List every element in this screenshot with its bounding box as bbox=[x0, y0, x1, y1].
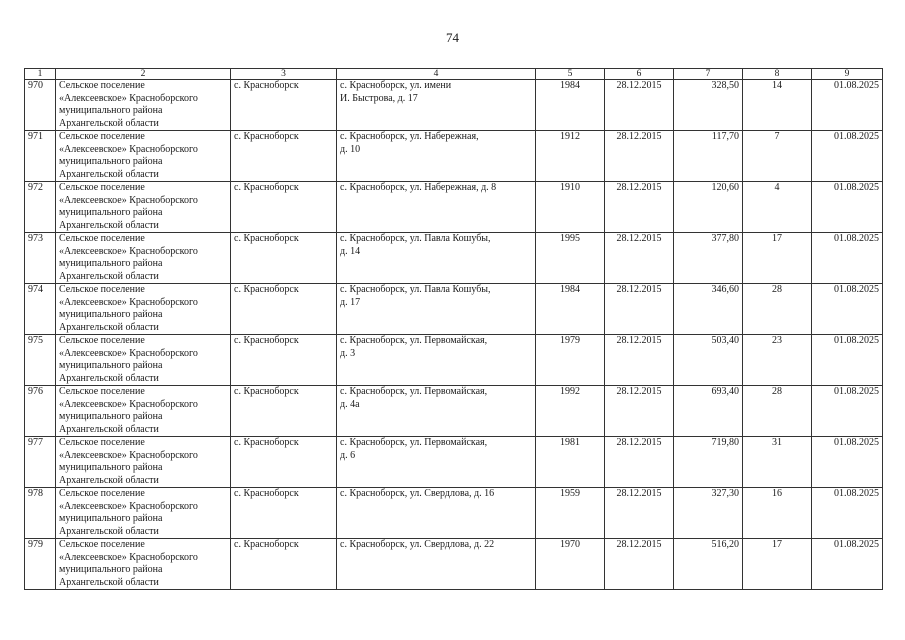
cell-line: Архангельской области bbox=[59, 423, 159, 435]
municipality-cell bbox=[56, 80, 231, 131]
area-cell: 719,80 bbox=[674, 437, 743, 488]
cell-line: д. 10 bbox=[340, 143, 361, 155]
area-cell: 120,60 bbox=[674, 182, 743, 233]
cell-line: муниципального района bbox=[59, 105, 163, 116]
settlement-cell: с. Красноборск bbox=[231, 284, 337, 335]
column-header-1: 1 bbox=[25, 69, 56, 80]
date-cell: 28.12.2015 bbox=[605, 182, 674, 233]
cell-line: Сельское поселение bbox=[59, 488, 145, 499]
column-header-8: 8 bbox=[743, 69, 812, 80]
cell-line: «Алексеевское» Красноборского bbox=[59, 449, 198, 461]
cell-line: с. Красноборск, ул. Набережная, bbox=[340, 131, 479, 142]
cell-line: «Алексеевское» Красноборского bbox=[59, 143, 198, 155]
cell-line: «Алексеевское» Красноборского bbox=[59, 245, 198, 257]
table-row bbox=[25, 335, 883, 386]
date-cell: 28.12.2015 bbox=[605, 131, 674, 182]
municipality-cell bbox=[56, 335, 231, 386]
area-cell: 377,80 bbox=[674, 233, 743, 284]
cell-line: с. Красноборск, ул. Павла Кошубы, bbox=[340, 233, 491, 244]
area-cell: 117,70 bbox=[674, 131, 743, 182]
row-number: 971 bbox=[25, 131, 56, 182]
deadline-cell: 01.08.2025 bbox=[812, 80, 883, 131]
cell-line: с. Красноборск, ул. Первомайская, bbox=[340, 437, 488, 448]
cell-line: с. Красноборск, ул. Павла Кошубы, bbox=[340, 284, 491, 295]
address-cell bbox=[337, 233, 536, 284]
table-body bbox=[25, 80, 883, 590]
count-cell: 23 bbox=[743, 335, 812, 386]
table-row bbox=[25, 80, 883, 131]
address-cell bbox=[337, 131, 536, 182]
cell-line: Архангельской области bbox=[59, 525, 159, 537]
cell-line: муниципального района bbox=[59, 309, 163, 320]
table-row bbox=[25, 182, 883, 233]
cell-line: «Алексеевское» Красноборского bbox=[59, 347, 198, 359]
column-header-4: 4 bbox=[337, 69, 536, 80]
column-header-5: 5 bbox=[536, 69, 605, 80]
cell-line: Сельское поселение bbox=[59, 437, 145, 448]
row-number: 977 bbox=[25, 437, 56, 488]
cell-line: с. Красноборск, ул. Свердлова, д. 16 bbox=[340, 488, 495, 499]
cell-line: с. Красноборск, ул. Первомайская, bbox=[340, 386, 488, 397]
cell-line: с. Красноборск, ул. Первомайская, bbox=[340, 335, 488, 346]
year-cell: 1984 bbox=[536, 80, 605, 131]
column-header-7: 7 bbox=[674, 69, 743, 80]
cell-line: «Алексеевское» Красноборского bbox=[59, 296, 198, 308]
deadline-cell: 01.08.2025 bbox=[812, 131, 883, 182]
settlement-cell: с. Красноборск bbox=[231, 488, 337, 539]
deadline-cell: 01.08.2025 bbox=[812, 233, 883, 284]
count-cell: 4 bbox=[743, 182, 812, 233]
cell-line: Сельское поселение bbox=[59, 539, 145, 550]
area-cell: 327,30 bbox=[674, 488, 743, 539]
date-cell: 28.12.2015 bbox=[605, 437, 674, 488]
cell-line: Архангельской области bbox=[59, 270, 159, 282]
settlement-cell: с. Красноборск bbox=[231, 437, 337, 488]
year-cell: 1984 bbox=[536, 284, 605, 335]
table-header bbox=[25, 69, 883, 80]
deadline-cell: 01.08.2025 bbox=[812, 182, 883, 233]
area-cell: 503,40 bbox=[674, 335, 743, 386]
row-number: 970 bbox=[25, 80, 56, 131]
cell-line: муниципального района bbox=[59, 207, 163, 218]
row-number: 973 bbox=[25, 233, 56, 284]
cell-line: муниципального района bbox=[59, 156, 163, 167]
cell-line: Архангельской области bbox=[59, 321, 159, 333]
deadline-cell: 01.08.2025 bbox=[812, 386, 883, 437]
column-header-9: 9 bbox=[812, 69, 883, 80]
cell-line: «Алексеевское» Красноборского bbox=[59, 92, 198, 104]
count-cell: 28 bbox=[743, 386, 812, 437]
address-cell bbox=[337, 182, 536, 233]
area-cell: 516,20 bbox=[674, 539, 743, 590]
cell-line: с. Красноборск, ул. имени bbox=[340, 80, 452, 91]
cell-line: д. 17 bbox=[340, 296, 361, 308]
year-cell: 1979 bbox=[536, 335, 605, 386]
table-row bbox=[25, 437, 883, 488]
cell-line: муниципального района bbox=[59, 462, 163, 473]
area-cell: 346,60 bbox=[674, 284, 743, 335]
cell-line: Сельское поселение bbox=[59, 131, 145, 142]
table-row bbox=[25, 233, 883, 284]
table-row bbox=[25, 284, 883, 335]
year-cell: 1959 bbox=[536, 488, 605, 539]
year-cell: 1981 bbox=[536, 437, 605, 488]
deadline-cell: 01.08.2025 bbox=[812, 539, 883, 590]
municipality-cell bbox=[56, 284, 231, 335]
settlement-cell: с. Красноборск bbox=[231, 335, 337, 386]
table-row bbox=[25, 131, 883, 182]
year-cell: 1910 bbox=[536, 182, 605, 233]
date-cell: 28.12.2015 bbox=[605, 284, 674, 335]
cell-line: Архангельской области bbox=[59, 474, 159, 486]
row-number: 976 bbox=[25, 386, 56, 437]
cell-line: «Алексеевское» Красноборского bbox=[59, 194, 198, 206]
year-cell: 1970 bbox=[536, 539, 605, 590]
year-cell: 1995 bbox=[536, 233, 605, 284]
cell-line: Сельское поселение bbox=[59, 386, 145, 397]
cell-line: д. 6 bbox=[340, 449, 356, 461]
address-cell bbox=[337, 386, 536, 437]
count-cell: 7 bbox=[743, 131, 812, 182]
cell-line: муниципального района bbox=[59, 564, 163, 575]
date-cell: 28.12.2015 bbox=[605, 233, 674, 284]
header-row bbox=[25, 69, 883, 80]
row-number: 975 bbox=[25, 335, 56, 386]
cell-line: муниципального района bbox=[59, 360, 163, 371]
cell-line: «Алексеевское» Красноборского bbox=[59, 500, 198, 512]
cell-line: муниципального района bbox=[59, 513, 163, 524]
cell-line: с. Красноборск, ул. Набережная, д. 8 bbox=[340, 182, 497, 193]
count-cell: 28 bbox=[743, 284, 812, 335]
row-number: 979 bbox=[25, 539, 56, 590]
register-table bbox=[24, 68, 883, 590]
cell-line: Архангельской области bbox=[59, 576, 159, 588]
municipality-cell bbox=[56, 488, 231, 539]
address-cell bbox=[337, 80, 536, 131]
column-header-3: 3 bbox=[231, 69, 337, 80]
area-cell: 328,50 bbox=[674, 80, 743, 131]
cell-line: Сельское поселение bbox=[59, 284, 145, 295]
settlement-cell: с. Красноборск bbox=[231, 386, 337, 437]
address-cell bbox=[337, 437, 536, 488]
municipality-cell bbox=[56, 386, 231, 437]
municipality-cell bbox=[56, 539, 231, 590]
cell-line: д. 14 bbox=[340, 245, 361, 257]
row-number: 978 bbox=[25, 488, 56, 539]
cell-line: Сельское поселение bbox=[59, 80, 145, 91]
row-number: 974 bbox=[25, 284, 56, 335]
deadline-cell: 01.08.2025 bbox=[812, 284, 883, 335]
cell-line: И. Быстрова, д. 17 bbox=[340, 92, 418, 104]
settlement-cell: с. Красноборск bbox=[231, 539, 337, 590]
table-row bbox=[25, 386, 883, 437]
table-row bbox=[25, 539, 883, 590]
count-cell: 14 bbox=[743, 80, 812, 131]
column-header-2: 2 bbox=[56, 69, 231, 80]
municipality-cell bbox=[56, 437, 231, 488]
count-cell: 17 bbox=[743, 539, 812, 590]
cell-line: «Алексеевское» Красноборского bbox=[59, 398, 198, 410]
date-cell: 28.12.2015 bbox=[605, 539, 674, 590]
date-cell: 28.12.2015 bbox=[605, 335, 674, 386]
cell-line: «Алексеевское» Красноборского bbox=[59, 551, 198, 563]
row-number: 972 bbox=[25, 182, 56, 233]
cell-line: Сельское поселение bbox=[59, 335, 145, 346]
settlement-cell: с. Красноборск bbox=[231, 233, 337, 284]
count-cell: 31 bbox=[743, 437, 812, 488]
column-header-6: 6 bbox=[605, 69, 674, 80]
year-cell: 1992 bbox=[536, 386, 605, 437]
municipality-cell bbox=[56, 233, 231, 284]
deadline-cell: 01.08.2025 bbox=[812, 437, 883, 488]
address-cell bbox=[337, 284, 536, 335]
cell-line: Сельское поселение bbox=[59, 233, 145, 244]
address-cell bbox=[337, 335, 536, 386]
count-cell: 16 bbox=[743, 488, 812, 539]
settlement-cell: с. Красноборск bbox=[231, 182, 337, 233]
settlement-cell: с. Красноборск bbox=[231, 80, 337, 131]
cell-line: Архангельской области bbox=[59, 372, 159, 384]
area-cell: 693,40 bbox=[674, 386, 743, 437]
date-cell: 28.12.2015 bbox=[605, 80, 674, 131]
page-number: 74 bbox=[446, 30, 459, 45]
cell-line: муниципального района bbox=[59, 411, 163, 422]
cell-line: д. 4а bbox=[340, 398, 360, 410]
municipality-cell bbox=[56, 131, 231, 182]
deadline-cell: 01.08.2025 bbox=[812, 335, 883, 386]
cell-line: Архангельской области bbox=[59, 117, 159, 129]
address-cell bbox=[337, 539, 536, 590]
date-cell: 28.12.2015 bbox=[605, 386, 674, 437]
table-row bbox=[25, 488, 883, 539]
deadline-cell: 01.08.2025 bbox=[812, 488, 883, 539]
cell-line: Архангельской области bbox=[59, 219, 159, 231]
cell-line: муниципального района bbox=[59, 258, 163, 269]
count-cell: 17 bbox=[743, 233, 812, 284]
municipality-cell bbox=[56, 182, 231, 233]
cell-line: д. 3 bbox=[340, 347, 356, 359]
cell-line: Сельское поселение bbox=[59, 182, 145, 193]
year-cell: 1912 bbox=[536, 131, 605, 182]
settlement-cell: с. Красноборск bbox=[231, 131, 337, 182]
cell-line: Архангельской области bbox=[59, 168, 159, 180]
date-cell: 28.12.2015 bbox=[605, 488, 674, 539]
cell-line: с. Красноборск, ул. Свердлова, д. 22 bbox=[340, 539, 495, 550]
address-cell bbox=[337, 488, 536, 539]
